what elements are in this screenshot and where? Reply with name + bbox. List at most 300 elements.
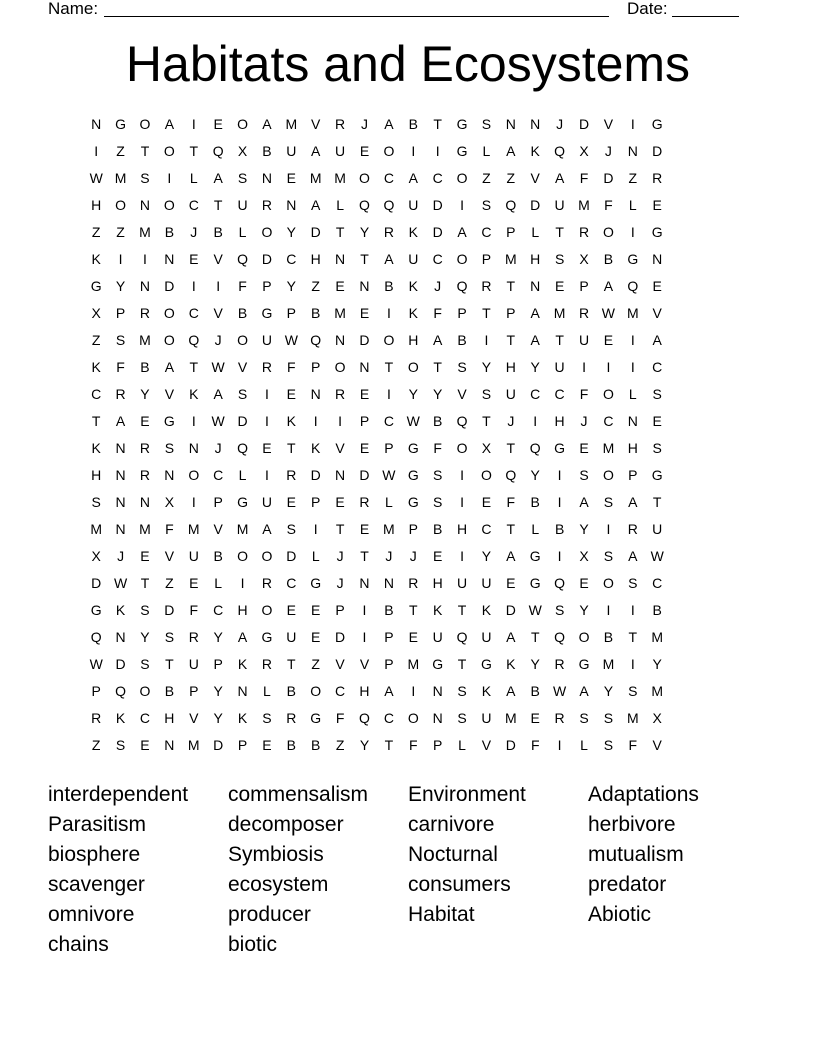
grid-letter: R (578, 305, 590, 321)
grid-letter: P (311, 359, 321, 375)
grid-letter: J (360, 116, 368, 132)
grid-letter: I (460, 467, 464, 483)
grid-letter: Z (335, 737, 345, 753)
grid-letter: K (408, 278, 418, 294)
grid-letter: I (411, 143, 416, 159)
grid-letter: H (505, 359, 516, 375)
grid-letter: M (236, 521, 249, 537)
grid-letter: R (261, 359, 272, 375)
grid-letter: N (383, 575, 394, 591)
grid-letter: C (286, 575, 297, 591)
grid-letter: Y (530, 656, 540, 672)
grid-letter: D (432, 197, 443, 213)
grid-letter: S (481, 116, 492, 132)
grid-letter: I (630, 359, 635, 375)
grid-letter: A (213, 386, 223, 402)
grid-letter: G (407, 440, 419, 456)
grid-letter: O (602, 575, 614, 591)
grid-letter: A (506, 683, 516, 699)
grid-letter: G (237, 494, 248, 510)
grid-letter: L (458, 737, 466, 753)
grid-letter: G (529, 575, 541, 591)
grid-letter: X (652, 710, 662, 726)
grid-letter: M (309, 170, 322, 186)
grid-letter: U (408, 197, 419, 213)
grid-letter: G (90, 602, 102, 618)
grid-letter: E (579, 575, 589, 591)
grid-row (84, 516, 669, 543)
grid-letter: B (554, 521, 565, 537)
grid-letter: I (630, 656, 635, 672)
grid-letter: D (310, 467, 321, 483)
grid-letter: N (115, 494, 126, 510)
grid-letter: B (213, 548, 223, 564)
grid-letter: U (554, 359, 565, 375)
grid-letter: U (505, 386, 516, 402)
grid-letter: O (602, 386, 614, 402)
grid-letter: E (286, 170, 296, 186)
grid-letter: S (432, 494, 443, 510)
grid-letter: E (359, 521, 370, 537)
grid-letter: M (334, 305, 346, 321)
grid-letter: P (286, 305, 296, 321)
grid-letter: Y (359, 224, 370, 240)
grid-letter: P (237, 737, 248, 753)
grid-letter: Z (91, 224, 101, 240)
grid-letter: G (627, 251, 639, 267)
grid-letter: E (189, 575, 199, 591)
grid-letter: M (602, 440, 615, 456)
grid-letter: C (383, 710, 394, 726)
grid-letter: P (481, 251, 492, 267)
grid-letter: O (163, 332, 175, 348)
grid-letter: X (579, 548, 589, 564)
grid-letter: D (359, 467, 370, 483)
grid-letter: T (506, 278, 516, 294)
grid-letter: E (140, 548, 150, 564)
grid-letter: I (606, 359, 611, 375)
grid-letter: E (213, 116, 223, 132)
grid-letter: Q (359, 710, 370, 726)
grid-letter: G (407, 494, 419, 510)
grid-letter: Y (286, 278, 296, 294)
grid-letter: I (557, 494, 562, 510)
word-bank-item: biotic (228, 933, 278, 956)
grid-letter: V (213, 251, 223, 267)
grid-letter: N (652, 251, 663, 267)
grid-letter: Y (432, 386, 443, 402)
name-field-line[interactable] (104, 0, 609, 17)
grid-letter: T (384, 737, 394, 753)
grid-letter: W (284, 332, 298, 348)
grid-letter: D (164, 602, 175, 618)
grid-letter: F (408, 737, 418, 753)
grid-letter: A (506, 629, 516, 645)
grid-letter: J (385, 548, 393, 564)
grid-letter: I (557, 548, 562, 564)
grid-letter: K (432, 602, 443, 618)
grid-letter: U (286, 143, 297, 159)
grid-letter: S (164, 629, 175, 645)
grid-letter: R (554, 656, 565, 672)
grid-letter: Z (506, 170, 516, 186)
grid-letter: B (432, 413, 443, 429)
grid-letter: O (334, 359, 346, 375)
grid-letter: O (602, 224, 614, 240)
grid-letter: P (628, 467, 638, 483)
grid-letter: T (335, 224, 345, 240)
grid-letter: M (383, 521, 395, 537)
word-bank-item: Abiotic (588, 903, 652, 926)
grid-letter: V (335, 656, 345, 672)
grid-letter: I (435, 143, 440, 159)
grid-row (84, 138, 669, 165)
grid-letter: I (533, 413, 538, 429)
grid-letter: E (286, 602, 296, 618)
grid-letter: M (553, 305, 566, 321)
grid-letter: W (553, 683, 567, 699)
grid-letter: M (578, 197, 590, 213)
grid-letter: V (359, 656, 370, 672)
grid-letter: V (457, 386, 467, 402)
grid-letter: F (116, 359, 125, 375)
grid-letter: R (359, 494, 370, 510)
grid-letter: I (240, 575, 245, 591)
grid-letter: U (188, 548, 199, 564)
grid-letter: V (164, 386, 175, 402)
grid-letter: I (191, 116, 196, 132)
grid-row (84, 651, 669, 678)
grid-letter: U (432, 629, 443, 645)
grid-letter: B (164, 683, 175, 699)
grid-letter: S (286, 521, 296, 537)
grid-letter: M (334, 170, 346, 186)
grid-letter: W (406, 413, 420, 429)
grid-letter: Y (359, 737, 370, 753)
grid-letter: T (506, 332, 516, 348)
grid-letter: I (191, 278, 196, 294)
grid-letter: V (652, 305, 662, 321)
grid-letter: O (261, 224, 273, 240)
grid-letter: W (89, 656, 103, 672)
grid-letter: N (335, 332, 346, 348)
grid-letter: L (531, 224, 540, 240)
grid-letter: V (652, 737, 662, 753)
grid-letter: I (264, 386, 269, 402)
grid-letter: V (603, 116, 614, 132)
grid-letter: K (311, 440, 321, 456)
grid-letter: E (506, 575, 516, 591)
grid-letter: P (115, 305, 126, 321)
word-bank-item: Habitat (408, 903, 475, 926)
grid-letter: P (311, 494, 321, 510)
grid-letter: K (91, 251, 101, 267)
grid-letter: A (384, 116, 394, 132)
word-bank (48, 780, 768, 960)
grid-letter: L (628, 197, 637, 213)
grid-letter: F (189, 602, 199, 618)
word-bank-item: mutualism (588, 843, 684, 866)
grid-letter: J (190, 224, 198, 240)
grid-letter: I (386, 386, 391, 402)
grid-letter: O (456, 170, 468, 186)
grid-letter: P (384, 629, 394, 645)
grid-letter: B (311, 305, 321, 321)
grid-letter: R (335, 386, 346, 402)
grid-letter: J (507, 413, 515, 429)
grid-letter: K (91, 440, 101, 456)
grid-letter: F (287, 359, 296, 375)
word-bank-item: Adaptations (588, 783, 699, 806)
grid-letter: A (628, 494, 638, 510)
grid-letter: F (579, 170, 589, 186)
grid-letter: V (213, 305, 223, 321)
grid-letter: L (189, 170, 198, 186)
grid-letter: B (603, 629, 614, 645)
date-field-line[interactable] (672, 0, 739, 17)
grid-letter: S (652, 440, 662, 456)
grid-letter: A (579, 494, 589, 510)
grid-letter: R (139, 305, 151, 321)
grid-letter: J (409, 548, 417, 564)
grid-letter: U (481, 575, 492, 591)
grid-letter: N (139, 278, 151, 294)
grid-letter: A (506, 143, 516, 159)
grid-letter: B (286, 737, 296, 753)
grid-letter: B (237, 305, 248, 321)
grid-letter: Q (188, 332, 200, 348)
grid-letter: Y (530, 359, 540, 375)
grid-letter: S (91, 494, 101, 510)
grid-letter: P (213, 494, 223, 510)
grid-letter: Q (456, 629, 468, 645)
grid-letter: X (91, 305, 101, 321)
grid-letter: A (384, 683, 394, 699)
grid-letter: J (434, 278, 442, 294)
grid-letter: O (481, 467, 492, 483)
grid-letter: I (264, 413, 269, 429)
grid-letter: H (530, 251, 541, 267)
grid-letter: J (336, 548, 344, 564)
grid-letter: E (359, 305, 370, 321)
grid-letter: J (604, 143, 612, 159)
grid-letter: C (213, 467, 224, 483)
grid-letter: D (286, 548, 297, 564)
grid-row (84, 219, 669, 246)
grid-letter: N (188, 440, 199, 456)
grid-letter: M (187, 521, 200, 537)
grid-letter: T (482, 413, 491, 429)
grid-letter: Y (213, 710, 223, 726)
grid-letter: D (237, 413, 248, 429)
grid-letter: T (408, 602, 418, 618)
grid-letter: N (627, 143, 638, 159)
grid-letter: S (164, 440, 175, 456)
grid-letter: R (627, 521, 638, 537)
grid-letter: F (506, 494, 516, 510)
grid-letter: T (530, 629, 540, 645)
grid-letter: S (554, 251, 565, 267)
grid-letter: U (481, 710, 492, 726)
grid-letter: P (384, 656, 394, 672)
grid-letter: M (139, 521, 151, 537)
grid-letter: R (139, 440, 151, 456)
grid-letter: G (163, 413, 175, 429)
grid-letter: S (481, 386, 492, 402)
grid-letter: O (139, 116, 151, 132)
grid-letter: U (261, 494, 272, 510)
grid-letter: I (386, 305, 391, 321)
grid-letter: S (140, 602, 150, 618)
grid-letter: A (164, 116, 175, 132)
grid-letter: U (261, 332, 272, 348)
grid-letter: P (213, 656, 223, 672)
grid-letter: O (163, 305, 175, 321)
grid-letter: I (630, 224, 635, 240)
grid-letter: T (457, 602, 467, 618)
grid-letter: O (139, 683, 151, 699)
grid-letter: N (91, 116, 102, 132)
grid-letter: T (140, 575, 150, 591)
grid-letter: E (652, 197, 662, 213)
grid-letter: S (628, 575, 638, 591)
grid-letter: A (506, 548, 516, 564)
grid-letter: C (383, 413, 394, 429)
grid-letter: I (313, 521, 318, 537)
grid-letter: O (456, 251, 468, 267)
grid-row (84, 570, 669, 597)
grid-letter: N (530, 278, 541, 294)
grid-row (84, 165, 669, 192)
grid-row (84, 354, 669, 381)
grid-letter: Q (115, 683, 127, 699)
grid-letter: L (482, 143, 491, 159)
grid-letter: Q (383, 197, 395, 213)
grid-letter: K (115, 710, 126, 726)
grid-letter: E (286, 386, 296, 402)
grid-letter: N (139, 494, 151, 510)
grid-letter: K (408, 305, 418, 321)
grid-letter: N (115, 440, 126, 456)
grid-letter: N (115, 629, 126, 645)
grid-letter: V (189, 710, 199, 726)
grid-letter: V (164, 548, 175, 564)
grid-letter: E (603, 332, 614, 348)
grid-letter: G (310, 575, 322, 591)
grid-letter: N (310, 386, 321, 402)
grid-letter: B (384, 602, 394, 618)
grid-letter: C (91, 386, 102, 402)
grid-row (84, 111, 669, 138)
grid-letter: T (287, 656, 296, 672)
grid-letter: R (554, 710, 565, 726)
grid-letter: Y (481, 359, 492, 375)
grid-letter: H (164, 710, 175, 726)
grid-letter: G (90, 278, 102, 294)
grid-row (84, 408, 669, 435)
grid-letter: A (262, 116, 272, 132)
grid-letter: A (311, 197, 321, 213)
grid-letter: B (530, 683, 540, 699)
grid-letter: D (652, 143, 663, 159)
grid-letter: S (237, 170, 248, 186)
grid-row (84, 732, 669, 759)
grid-letter: Z (165, 575, 174, 591)
grid-letter: R (383, 224, 394, 240)
grid-letter: V (530, 170, 540, 186)
grid-letter: S (140, 170, 150, 186)
grid-letter: Y (408, 386, 418, 402)
grid-letter: H (310, 251, 321, 267)
grid-letter: I (460, 548, 464, 564)
grid-letter: C (530, 386, 541, 402)
grid-letter: T (555, 332, 564, 348)
grid-letter: R (188, 629, 199, 645)
grid-letter: K (530, 143, 540, 159)
grid-letter: J (117, 548, 125, 564)
grid-letter: R (261, 197, 272, 213)
grid-letter: B (140, 359, 150, 375)
grid-letter: G (651, 467, 663, 483)
grid-letter: K (408, 224, 418, 240)
grid-letter: O (237, 548, 248, 564)
grid-letter: K (237, 656, 248, 672)
grid-letter: E (262, 737, 272, 753)
grid-letter: U (286, 629, 297, 645)
grid-letter: H (408, 332, 419, 348)
grid-letter: C (188, 197, 199, 213)
grid-letter: G (554, 440, 566, 456)
grid-letter: V (481, 737, 492, 753)
grid-letter: F (335, 710, 345, 726)
grid-letter: I (362, 629, 367, 645)
grid-letter: I (264, 467, 269, 483)
grid-letter: M (626, 305, 639, 321)
grid-letter: M (114, 170, 127, 186)
grid-letter: R (481, 278, 492, 294)
grid-letter: R (652, 170, 663, 186)
grid-letter: G (578, 656, 590, 672)
grid-letter: O (383, 332, 395, 348)
grid-letter: Z (116, 224, 125, 240)
word-bank-item: chains (48, 933, 109, 956)
grid-letter: R (91, 710, 102, 726)
word-bank-item: consumers (408, 873, 511, 896)
grid-letter: H (627, 440, 638, 456)
grid-letter: G (481, 656, 492, 672)
grid-letter: M (602, 656, 615, 672)
grid-letter: B (286, 683, 296, 699)
grid-letter: F (604, 197, 613, 213)
grid-letter: Q (505, 197, 517, 213)
grid-letter: R (261, 656, 272, 672)
grid-letter: A (237, 629, 248, 645)
grid-letter: H (91, 197, 102, 213)
grid-letter: Q (505, 467, 517, 483)
grid-letter: T (506, 440, 516, 456)
grid-letter: W (113, 575, 128, 591)
grid-letter: N (432, 710, 443, 726)
grid-letter: Q (212, 143, 224, 159)
grid-letter: I (582, 359, 586, 375)
grid-letter: B (457, 332, 467, 348)
grid-letter: P (432, 737, 443, 753)
grid-letter: E (286, 494, 296, 510)
grid-letter: A (384, 251, 394, 267)
grid-letter: L (384, 494, 393, 510)
grid-letter: O (261, 602, 273, 618)
grid-letter: P (335, 602, 345, 618)
